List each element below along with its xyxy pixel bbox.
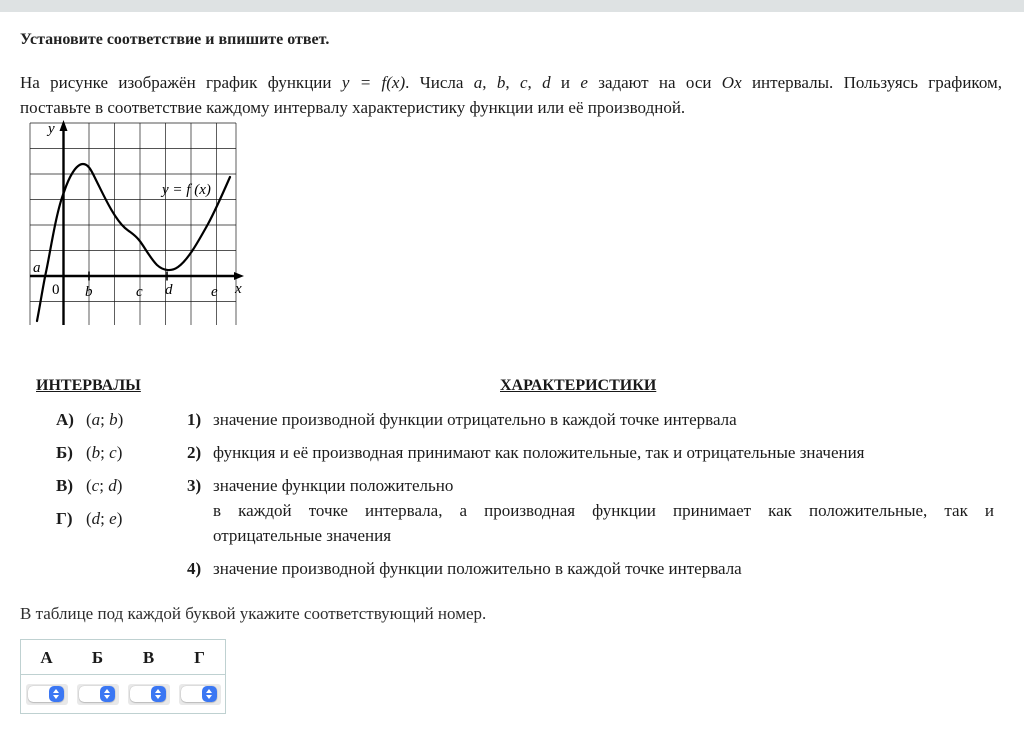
characteristic-text: [213, 440, 994, 465]
select-stepper-button[interactable]: [202, 686, 217, 702]
characteristic-text: [213, 473, 994, 548]
text-run: ;: [100, 410, 110, 429]
answer-select-cell-В: [123, 684, 174, 705]
select-value-area[interactable]: [130, 686, 166, 702]
select-stepper-button[interactable]: [151, 686, 166, 702]
characteristic-line: значение функции положительно: [213, 476, 454, 495]
intervals-list: [56, 407, 187, 589]
matching-headers: [0, 377, 1024, 399]
text-run: (: [86, 509, 92, 528]
answer-instruction: В таблице под каждой буквой укажите соответствующий номер.: [20, 604, 487, 623]
characteristic-line: значение производной функции положительно в каждой точке интервала: [213, 559, 742, 578]
select-value-area[interactable]: [28, 686, 64, 702]
math-var: b: [496, 73, 506, 92]
math-var: d: [542, 73, 551, 92]
top-strip: [0, 0, 1024, 12]
text-run: и: [550, 73, 581, 92]
math-var: c: [91, 476, 100, 495]
text-run: ): [116, 509, 123, 528]
interval-letter: Г): [56, 509, 73, 528]
y-axis-label: y: [48, 121, 55, 137]
text-run: ,: [527, 73, 543, 92]
chevron-down-icon: [104, 695, 110, 699]
characteristic-line: в каждой точке интервала, а производная функции принимает как положительные, так и: [213, 501, 994, 520]
answer-select-Б[interactable]: [77, 684, 119, 705]
intervals-header: ИНТЕРВАЛЫ: [36, 377, 141, 394]
chevron-down-icon: [53, 695, 59, 699]
text-run: ,: [505, 73, 520, 92]
answer-select-Г[interactable]: [179, 684, 221, 705]
characteristic-number: 2): [187, 443, 202, 462]
characteristic-line: отрицательные значения: [213, 526, 392, 545]
chevron-down-icon: [155, 695, 161, 699]
interval-row: [56, 407, 187, 432]
chevron-down-icon: [206, 695, 212, 699]
math-var: c: [519, 73, 528, 92]
characteristic-text: [213, 407, 994, 432]
y-axis-arrow-icon: [60, 120, 68, 131]
characteristic-line: функция и её производная принимают как положительные, так и отрицательные значения: [213, 443, 865, 462]
point-b-label: b: [85, 284, 93, 300]
text-run: ;: [100, 509, 110, 528]
interval-row: [56, 473, 187, 498]
math-var: b: [109, 410, 118, 429]
text-run: ;: [100, 443, 110, 462]
chevron-up-icon: [53, 689, 59, 693]
chevron-up-icon: [155, 689, 161, 693]
answer-table-header-row: [21, 640, 225, 675]
characteristic-number: 3): [187, 476, 202, 495]
curve-equation-label: y = f (x): [162, 182, 211, 198]
answer-select-В[interactable]: [128, 684, 170, 705]
interval-range: [86, 440, 122, 465]
answer-table: [20, 639, 226, 714]
select-value-area[interactable]: [181, 686, 217, 702]
page-title: Установите соответствие и впишите ответ.: [20, 31, 330, 48]
answer-select-cell-Г: [174, 684, 225, 705]
interval-letter: В): [56, 476, 73, 495]
math-var: e: [109, 509, 117, 528]
task-intro-line2: поставьте в соответствие каждому интервалу характеристику функции или её производной.: [20, 98, 686, 117]
math-var: Ox: [721, 73, 742, 92]
answer-select-А[interactable]: [26, 684, 68, 705]
characteristic-item: [187, 556, 994, 581]
math-var: y = f(x): [341, 73, 406, 92]
text-run: ;: [99, 476, 109, 495]
select-value-area[interactable]: [79, 686, 115, 702]
answer-table-select-row: [21, 675, 225, 713]
select-stepper-button[interactable]: [49, 686, 64, 702]
interval-range: [86, 473, 122, 498]
math-var: d: [108, 476, 117, 495]
grid-lines: [30, 123, 236, 325]
text-run: ): [116, 443, 123, 462]
math-var: a: [473, 73, 483, 92]
text-run: ,: [482, 73, 497, 92]
chevron-up-icon: [104, 689, 110, 693]
answer-select-cell-Б: [72, 684, 123, 705]
matching-body: [0, 407, 1024, 589]
interval-range: [86, 407, 123, 432]
characteristic-item: [187, 407, 994, 432]
task-intro: [20, 70, 1002, 120]
math-var: b: [91, 443, 101, 462]
math-var: e: [580, 73, 588, 92]
text-run: (: [86, 410, 92, 429]
answer-select-cell-А: [21, 684, 72, 705]
text-run: (: [86, 443, 92, 462]
answer-column-В: В: [142, 648, 155, 667]
characteristic-item: [187, 473, 994, 548]
interval-letter: Б): [56, 443, 73, 462]
characteristic-item: [187, 440, 994, 465]
math-var: a: [91, 410, 101, 429]
text-run: (: [86, 476, 92, 495]
characteristic-line: значение производной функции отрицательно в каждой точке интервала: [213, 410, 737, 429]
interval-range: [86, 506, 122, 531]
interval-row: [56, 440, 187, 465]
answer-column-Г: Г: [194, 648, 205, 667]
point-d-label: d: [165, 282, 173, 298]
x-axis-label: x: [235, 281, 242, 297]
chevron-up-icon: [206, 689, 212, 693]
interval-letter: А): [56, 410, 74, 429]
math-var: d: [91, 509, 101, 528]
text-run: . Числа: [405, 73, 474, 92]
characteristics-header: ХАРАКТЕРИСТИКИ: [500, 377, 657, 394]
function-graph-svg: [28, 120, 246, 327]
text-run: задают на оси: [587, 73, 722, 92]
interval-row: [56, 506, 187, 531]
text-run: ): [116, 476, 123, 495]
characteristic-number: 4): [187, 559, 202, 578]
text-run: На рисунке изображён график функции: [20, 73, 342, 92]
text-run: интервалы. Пользуясь графиком,: [741, 73, 1003, 92]
answer-column-А: А: [40, 648, 53, 667]
characteristic-text: [213, 556, 994, 581]
point-c-label: c: [136, 284, 143, 300]
x-axis-arrow-icon: [234, 272, 244, 280]
task-intro-line1: [20, 70, 1002, 95]
answer-column-Б: Б: [91, 648, 104, 667]
characteristic-number: 1): [187, 410, 202, 429]
characteristics-list: [187, 407, 994, 589]
function-graph: [28, 120, 1024, 327]
point-a-label: a: [33, 260, 41, 276]
point-e-label: e: [211, 284, 218, 300]
origin-label: 0: [52, 282, 60, 298]
select-stepper-button[interactable]: [100, 686, 115, 702]
text-run: ): [117, 410, 124, 429]
math-var: c: [109, 443, 117, 462]
